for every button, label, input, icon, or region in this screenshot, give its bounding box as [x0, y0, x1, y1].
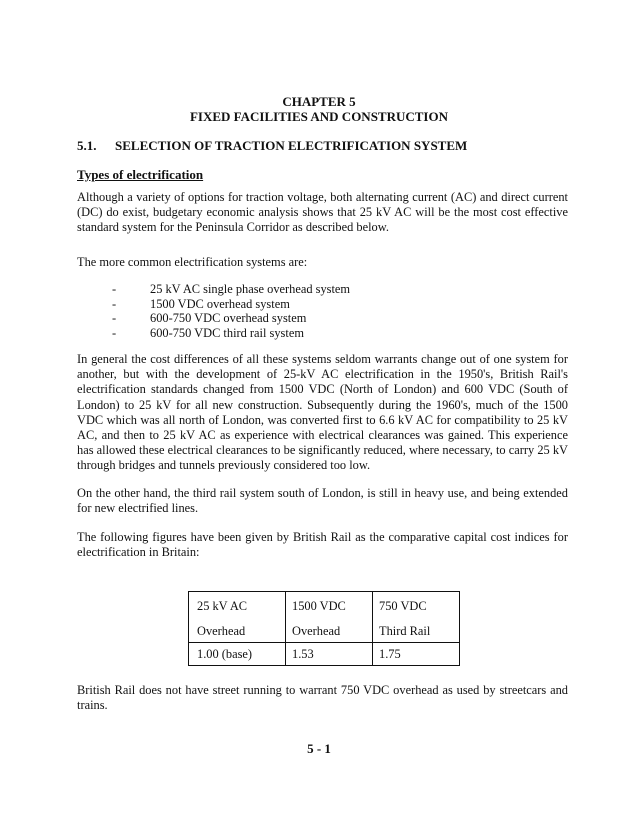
chapter-number: CHAPTER 5	[282, 94, 356, 109]
table-cell: 1.00 (base)	[189, 643, 286, 666]
table-row	[189, 620, 460, 643]
list-dash: -	[112, 282, 117, 296]
list-dash: -	[112, 325, 117, 340]
list-dash: -	[112, 311, 117, 325]
table-cell: 1500 VDC	[286, 592, 373, 621]
electrification-systems-list	[112, 282, 350, 340]
paragraph-closing: British Rail does not have street running to warrant 750 VDC overhead as used by streetcars and trains.	[77, 683, 568, 713]
table-cell: Overhead	[286, 620, 373, 643]
paragraph-common-systems-lead: The more common electrification systems are:	[77, 255, 308, 269]
paragraph-third-rail: On the other hand, the third rail system south of London, is still in heavy use, and being extended for new electrified lines.	[77, 486, 568, 516]
paragraph-history: In general the cost differences of all these systems seldom warrants change out of one system for another, but with the development of 25-kV AC electrification in the 1950's, British Rail's electrification standards changed from 1500 VDC (North of London) and 600 VDC (South of London) to 25 kV for all new construction. Subsequently during the 1960's, much of the 1500 VDC which was all north of London, was converted first to 6.6 kV AC for compatibility to 25 kV AC, and then to 25 kV AC as experience with electrical clearances was gained. This experience has allowed these electrical clearances to be significantly reduced, where necessary, to carry 25 kV through bridges and tunnels previously considered too low.	[77, 352, 568, 473]
table-cell: 1.53	[286, 643, 373, 666]
page-number: 5 - 1	[307, 741, 331, 756]
section-title: SELECTION OF TRACTION ELECTRIFICATION SYSTEM	[115, 138, 468, 153]
table-cell: 1.75	[373, 643, 460, 666]
list-item: - 1500 VDC overhead system	[112, 296, 290, 311]
table-cell: 750 VDC	[373, 592, 460, 621]
cost-index-table	[188, 591, 460, 666]
list-dash: -	[112, 296, 117, 311]
section-heading	[77, 138, 467, 154]
section-number: 5.1.	[77, 138, 97, 153]
paragraph-figures-lead: The following figures have been given by British Rail as the comparative capital cost indices for electrification in Britain:	[77, 530, 568, 560]
subheading-types-of-electrification: Types of electrification	[77, 167, 204, 182]
list-item: - 600-750 VDC third rail system	[112, 325, 304, 340]
table-cell: Overhead	[189, 620, 286, 643]
table-cell: Third Rail	[373, 620, 460, 643]
table-row	[189, 643, 460, 666]
paragraph-intro: Although a variety of options for traction voltage, both alternating current (AC) and direct current (DC) do exist, budgetary economic analysis shows that 25 kV AC will be the most cost effective standard system for the Peninsula Corridor as described below.	[77, 190, 568, 235]
list-item: - 25 kV AC single phase overhead system	[112, 282, 351, 296]
table-row	[189, 592, 460, 621]
table-cell: 25 kV AC	[189, 592, 286, 621]
list-item: - 600-750 VDC overhead system	[112, 311, 307, 325]
chapter-title: FIXED FACILITIES AND CONSTRUCTION	[189, 109, 448, 124]
